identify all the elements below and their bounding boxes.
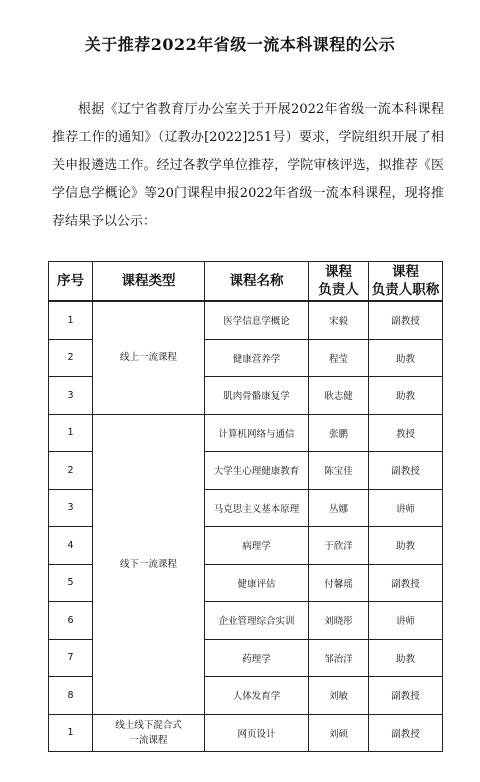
cell-owner: 陈宝佳 [309, 452, 369, 490]
cell-course-name: 大学生心理健康教育 [205, 452, 309, 490]
cell-course-name: 健康营养学 [205, 339, 309, 377]
cell-seq: 7 [49, 639, 93, 677]
course-table [48, 261, 443, 752]
course-type-line: 线下一流课程 [119, 558, 177, 570]
course-type-line: 线上一流课程 [119, 352, 177, 364]
cell-owner-title: 讲师 [369, 602, 443, 640]
cell-owner: 耿志健 [309, 377, 369, 415]
header-course-name: 课程名称 [205, 262, 309, 302]
cell-course-name: 人体发育学 [205, 677, 309, 715]
cell-seq: 5 [49, 564, 93, 602]
cell-course-type [93, 714, 205, 752]
cell-seq: 3 [49, 489, 93, 527]
cell-seq: 1 [49, 301, 93, 339]
cell-course-type [93, 301, 205, 414]
cell-owner: 丛娜 [309, 489, 369, 527]
cell-owner: 程莹 [309, 339, 369, 377]
cell-seq: 1 [49, 714, 93, 752]
cell-seq: 2 [49, 339, 93, 377]
header-owner-line1: 课程 [325, 264, 352, 280]
body-paragraph: 根据《辽宁省教育厅办公室关于开展2022年省级一流本科课程推荐工作的通知》（辽教办[2022]251号）要求，学院组织开展了相关申报遴选工作。经过各教学单位推荐，学院审核评选，拟推荐《医学信息学概论》等20门课程申报2022年省级一流本科课程，现将推荐结果予以公示： [52, 102, 444, 229]
header-owner-title [369, 262, 443, 302]
table-header-row [49, 262, 443, 302]
cell-course-name: 企业管理综合实训 [205, 602, 309, 640]
header-title-line2: 负责人职称 [371, 282, 440, 298]
cell-owner: 刘硕 [309, 714, 369, 752]
header-owner-line2: 负责人 [318, 282, 359, 298]
cell-owner-title: 副教授 [369, 301, 443, 339]
table-row [49, 414, 443, 452]
header-course-type: 课程类型 [93, 262, 205, 302]
cell-owner-title: 助教 [369, 639, 443, 677]
table-body [49, 301, 443, 752]
cell-owner-title: 副教授 [369, 677, 443, 715]
cell-owner: 刘敏 [309, 677, 369, 715]
cell-course-name: 健康评估 [205, 564, 309, 602]
cell-seq: 6 [49, 602, 93, 640]
cell-owner: 于欣洋 [309, 527, 369, 565]
cell-course-name: 病理学 [205, 527, 309, 565]
cell-owner: 付馨瑶 [309, 564, 369, 602]
cell-owner: 张鹏 [309, 414, 369, 452]
header-owner [309, 262, 369, 302]
cell-seq: 2 [49, 452, 93, 490]
cell-owner-title: 助教 [369, 377, 443, 415]
cell-owner-title: 助教 [369, 527, 443, 565]
cell-owner: 刘晓彤 [309, 602, 369, 640]
cell-course-name: 计算机网络与通信 [205, 414, 309, 452]
cell-seq: 3 [49, 377, 93, 415]
cell-owner-title: 讲师 [369, 489, 443, 527]
cell-owner-title: 教授 [369, 414, 443, 452]
cell-owner-title: 副教授 [369, 714, 443, 752]
cell-course-type [93, 414, 205, 714]
cell-course-name: 网页设计 [205, 714, 309, 752]
cell-owner: 邹治洋 [309, 639, 369, 677]
cell-course-name: 肌肉骨骼康复学 [205, 377, 309, 415]
cell-owner-title: 助教 [369, 339, 443, 377]
cell-owner-title: 副教授 [369, 564, 443, 602]
cell-seq: 4 [49, 527, 93, 565]
cell-course-name: 马克思主义基本原理 [205, 489, 309, 527]
course-type-line: 一流课程 [129, 734, 168, 746]
cell-seq: 1 [49, 414, 93, 452]
cell-course-name: 药理学 [205, 639, 309, 677]
document-title: 关于推荐2022年省级一流本科课程的公示 [84, 35, 396, 54]
cell-owner-title: 副教授 [369, 452, 443, 490]
cell-owner: 宋毅 [309, 301, 369, 339]
header-title-line1: 课程 [392, 264, 419, 280]
table-row [49, 301, 443, 339]
course-type-line: 线上线下混合式 [115, 719, 182, 731]
cell-course-name: 医学信息学概论 [205, 301, 309, 339]
header-seq: 序号 [49, 262, 93, 302]
cell-seq: 8 [49, 677, 93, 715]
table-row [49, 714, 443, 752]
